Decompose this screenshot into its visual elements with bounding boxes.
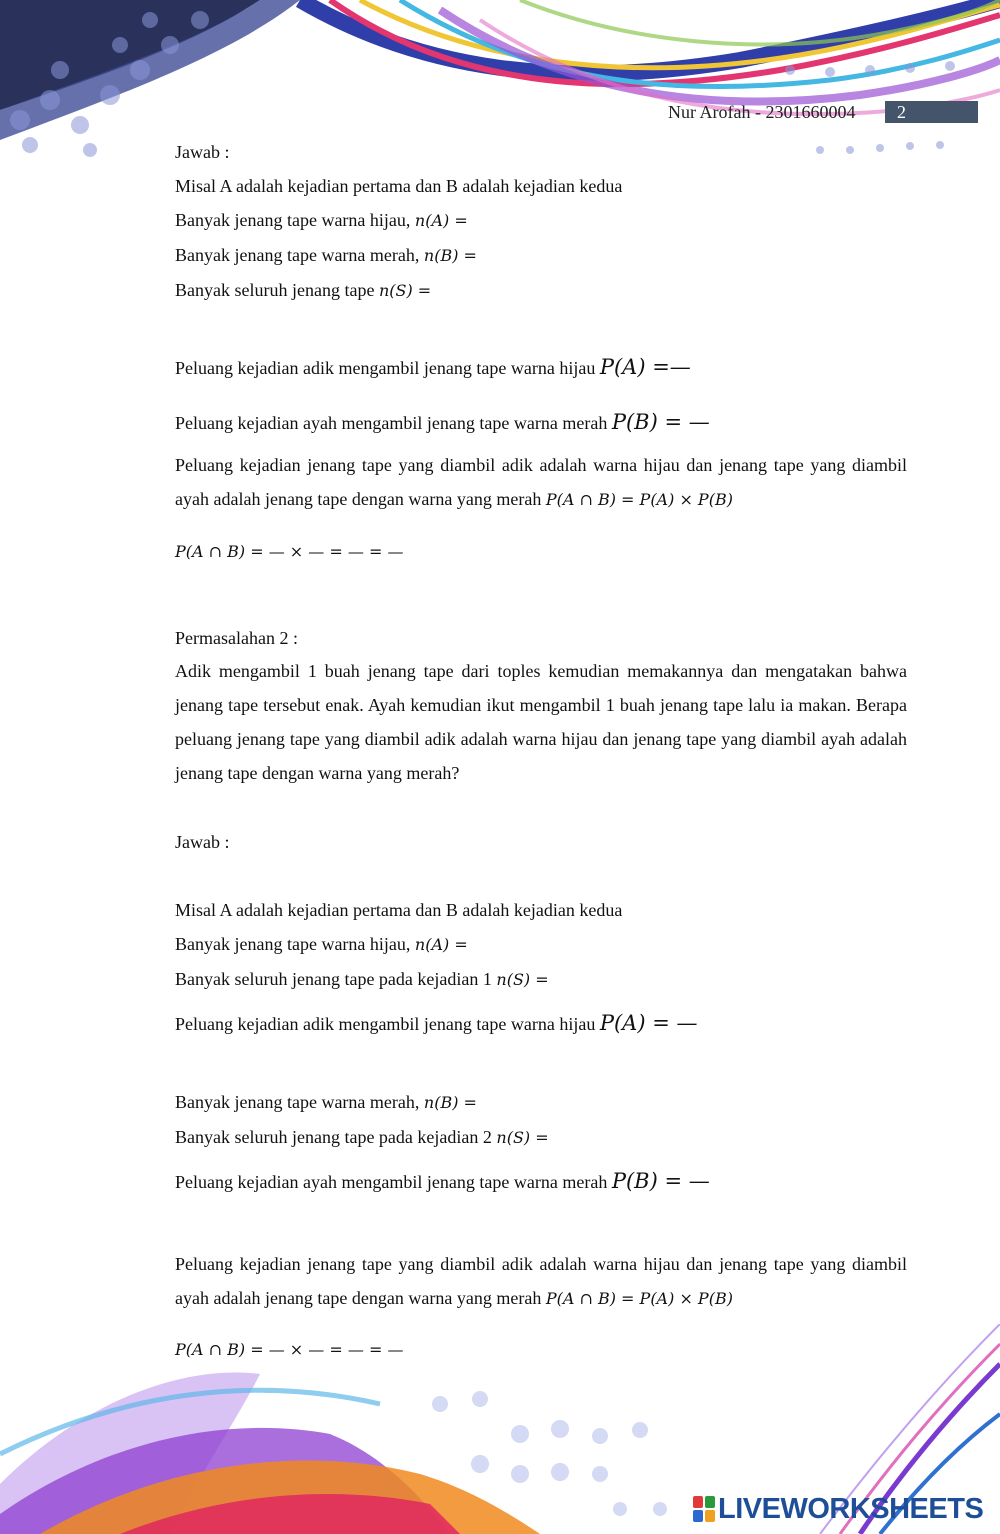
jawab-heading-1: Jawab :: [175, 142, 230, 162]
pb-line-2: [175, 1170, 710, 1193]
pab-paragraph-2: [175, 1247, 907, 1316]
pb-math: P(B) = —: [611, 410, 710, 434]
page-number: 2: [897, 102, 906, 122]
header-author: Nur Arofah - 2301660004: [668, 102, 856, 122]
pa-line-1: [175, 356, 691, 379]
pab-calc-math: P(A ∩ B) = — × — = — = —: [175, 1340, 404, 1359]
nb-line-1: [175, 244, 477, 267]
pab-formula: P(A ∩ B) = P(A) × P(B): [545, 1289, 733, 1308]
misal-line-2: Misal A adalah kejadian pertama dan B adalah kejadian kedua: [175, 900, 623, 920]
ns2-label: Banyak seluruh jenang tape pada kejadian 2: [175, 1127, 497, 1147]
ns-line-1: [175, 279, 431, 302]
nb-label: Banyak jenang tape warna merah,: [175, 1092, 424, 1112]
permasalahan-2-title: Permasalahan 2 :: [175, 628, 298, 648]
pa-math: P(A) = —: [599, 1011, 698, 1035]
brand-text: LIVEWORKSHEETS: [718, 1492, 984, 1525]
na-math: n(A) =: [414, 211, 468, 230]
pa-math: P(A) =—: [599, 355, 691, 379]
liveworksheets-brand[interactable]: [693, 1492, 983, 1526]
na-line-1: [175, 209, 468, 232]
nb-line-2: [175, 1091, 477, 1114]
pab-calc-math: P(A ∩ B) = — × — = — = —: [175, 542, 404, 561]
pa-line-2: [175, 1012, 698, 1035]
nb-label: Banyak jenang tape warna merah,: [175, 245, 424, 265]
pb-math: P(B) = —: [611, 1169, 710, 1193]
pab-text: Peluang kejadian jenang tape yang diambil adik adalah warna hijau dan jenang tape yang diambil ayah adalah jenang tape dengan warna yang merah: [175, 1254, 907, 1308]
ns-math: n(S) =: [378, 281, 432, 300]
pa-label: Peluang kejadian adik mengambil jenang tape warna hijau: [175, 358, 600, 378]
nb-math: n(B) =: [423, 1093, 477, 1112]
pab-text: Peluang kejadian jenang tape yang diambil adik adalah warna hijau dan jenang tape yang diambil ayah adalah jenang tape dengan warna yang merah: [175, 455, 907, 509]
na-math: n(A) =: [414, 935, 468, 954]
misal-line-1: Misal A adalah kejadian pertama dan B adalah kejadian kedua: [175, 176, 623, 196]
na-label: Banyak jenang tape warna hijau,: [175, 210, 415, 230]
pb-label: Peluang kejadian ayah mengambil jenang tape warna merah: [175, 413, 612, 433]
ns2-math: n(S) =: [496, 1128, 549, 1147]
ns1-line-2: [175, 968, 549, 991]
liveworksheets-logo-icon: [693, 1496, 715, 1522]
na-line-2: [175, 933, 468, 956]
pab-paragraph-1: [175, 448, 907, 517]
ns1-label: Banyak seluruh jenang tape pada kejadian 1: [175, 969, 497, 989]
pab-calc-2: [175, 1338, 403, 1361]
decorative-top-banner: [0, 0, 1000, 160]
problem-2-text: Adik mengambil 1 buah jenang tape dari toples kemudian memakannya dan mengatakan bahwa jenang tape tersebut enak. Ayah kemudian ikut mengambil 1 buah jenang tape lalu ia makan. Berapa peluang jenang tape yang diambil adik adalah warna hijau dan jenang tape yang diambil ayah adalah jenang tape dengan warna yang merah?: [175, 661, 907, 783]
pab-formula: P(A ∩ B) = P(A) × P(B): [545, 490, 733, 509]
ns2-line-2: [175, 1126, 549, 1149]
pb-label: Peluang kejadian ayah mengambil jenang tape warna merah: [175, 1172, 612, 1192]
na-label: Banyak jenang tape warna hijau,: [175, 934, 415, 954]
jawab-heading-2: Jawab :: [175, 832, 230, 852]
pb-line-1: [175, 411, 710, 434]
page-number-box: [885, 101, 978, 123]
ns-label: Banyak seluruh jenang tape: [175, 280, 379, 300]
pab-calc-1: [175, 540, 403, 563]
pa-label: Peluang kejadian adik mengambil jenang tape warna hijau: [175, 1014, 600, 1034]
ns1-math: n(S) =: [496, 970, 549, 989]
nb-math: n(B) =: [423, 246, 477, 265]
